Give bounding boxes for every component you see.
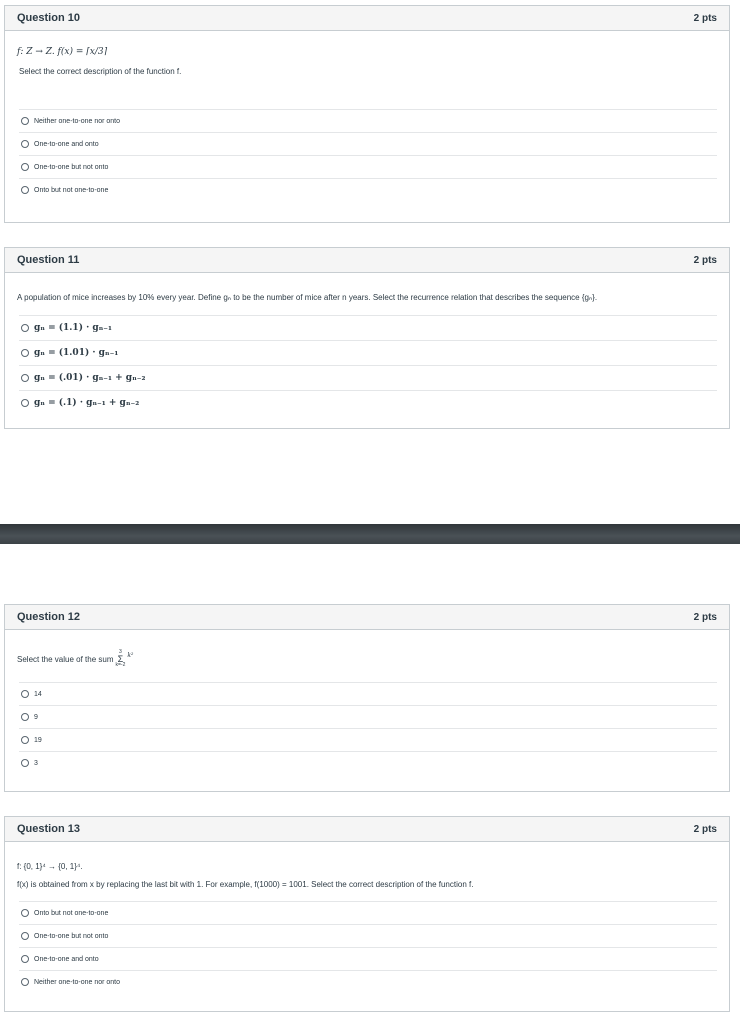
answer-option[interactable] (19, 682, 717, 705)
answer-option[interactable] (19, 132, 717, 155)
question-title: Question 10 (17, 12, 80, 24)
answer-label: gₙ = (.1) · gₙ₋₁ + gₙ₋₂ (34, 398, 140, 408)
radio-button[interactable] (21, 374, 29, 382)
radio-button[interactable] (21, 186, 29, 194)
radio-button[interactable] (21, 349, 29, 357)
answer-label: gₙ = (.01) · gₙ₋₁ + gₙ₋₂ (34, 373, 146, 383)
answer-option[interactable] (19, 315, 717, 340)
radio-button[interactable] (21, 140, 29, 148)
question-title: Question 11 (17, 254, 80, 266)
answer-label: Onto but not one-to-one (34, 186, 109, 194)
question-body (5, 292, 729, 415)
answer-option[interactable] (19, 751, 717, 774)
function-definition: f: Z → Z. f(x) = ⌈x/3⌉ (17, 47, 108, 57)
question-points: 2 pts (693, 254, 717, 266)
question-body (5, 650, 729, 774)
question-10 (4, 5, 730, 223)
question-title: Question 13 (17, 823, 80, 835)
radio-button[interactable] (21, 909, 29, 917)
radio-button[interactable] (21, 399, 29, 407)
answer-label: 14 (34, 690, 42, 698)
question-points: 2 pts (693, 823, 717, 835)
answer-option[interactable] (19, 901, 717, 924)
question-body (5, 47, 729, 201)
answer-option[interactable] (19, 970, 717, 993)
radio-button[interactable] (21, 163, 29, 171)
radio-button[interactable] (21, 117, 29, 125)
function-definition: f: {0, 1}⁴ → {0, 1}⁴. (17, 862, 83, 871)
question-header (5, 248, 729, 273)
answer-list (19, 901, 717, 993)
question-header (5, 817, 729, 842)
prompt-text: Select the value of the sum (17, 654, 114, 664)
radio-button[interactable] (21, 713, 29, 721)
answer-label: Neither one-to-one nor onto (34, 978, 120, 986)
answer-label: One-to-one but not onto (34, 163, 109, 171)
answer-option[interactable] (19, 390, 717, 415)
answer-option[interactable] (19, 109, 717, 132)
answer-option[interactable] (19, 365, 717, 390)
question-11 (4, 247, 730, 429)
answer-label: 19 (34, 736, 42, 744)
question-header (5, 605, 729, 630)
summation (116, 650, 126, 668)
answer-list (19, 315, 717, 415)
question-body (5, 861, 729, 993)
radio-button[interactable] (21, 759, 29, 767)
question-points: 2 pts (693, 611, 717, 623)
question-points: 2 pts (693, 12, 717, 24)
sum-term: k² (127, 652, 134, 659)
question-prompt (17, 650, 717, 668)
question-12 (4, 604, 730, 792)
radio-button[interactable] (21, 690, 29, 698)
answer-label: One-to-one and onto (34, 140, 99, 148)
sigma-icon: Σ (117, 654, 124, 664)
answer-option[interactable] (19, 178, 717, 201)
answer-label: One-to-one but not onto (34, 932, 109, 940)
answer-label: 9 (34, 713, 38, 721)
question-prompt: Select the correct description of the function f. (19, 67, 182, 76)
sum-lower-bound: k=-2 (115, 662, 126, 668)
radio-button[interactable] (21, 932, 29, 940)
radio-button[interactable] (21, 736, 29, 744)
question-prompt: f(x) is obtained from x by replacing the last bit with 1. For example, f(1000) = 1001. Select the correct description of the function f. (17, 880, 474, 889)
radio-button[interactable] (21, 955, 29, 963)
question-13 (4, 816, 730, 1012)
radio-button[interactable] (21, 324, 29, 332)
answer-option[interactable] (19, 155, 717, 178)
answer-option[interactable] (19, 924, 717, 947)
answer-label: Onto but not one-to-one (34, 909, 109, 917)
sum-upper-bound: 3 (119, 649, 122, 655)
answer-option[interactable] (19, 947, 717, 970)
answer-option[interactable] (19, 728, 717, 751)
answer-list (19, 682, 717, 774)
answer-label: gₙ = (1.01) · gₙ₋₁ (34, 348, 119, 358)
question-prompt: A population of mice increases by 10% every year. Define gₙ to be the number of mice after n years. Select the recurrence relation that describes the sequence {gₙ}. (17, 293, 598, 302)
answer-option[interactable] (19, 705, 717, 728)
page-divider (0, 524, 740, 544)
answer-label: Neither one-to-one nor onto (34, 117, 120, 125)
answer-option[interactable] (19, 340, 717, 365)
answer-label: 3 (34, 759, 38, 767)
answer-label: gₙ = (1.1) · gₙ₋₁ (34, 323, 113, 333)
radio-button[interactable] (21, 978, 29, 986)
answer-label: One-to-one and onto (34, 955, 99, 963)
answer-list (19, 109, 717, 201)
question-header (5, 6, 729, 31)
question-title: Question 12 (17, 611, 80, 623)
